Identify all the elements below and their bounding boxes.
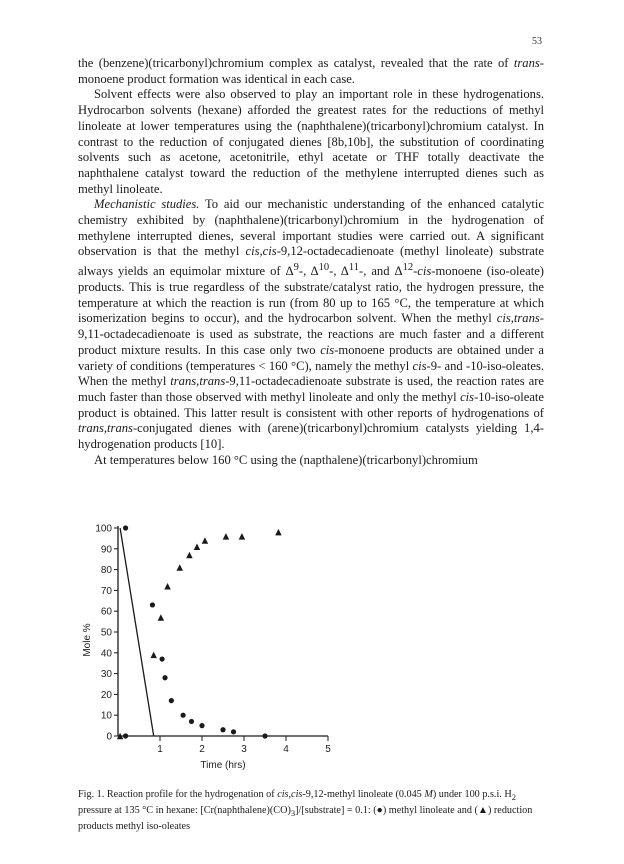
reaction-profile-chart [78,516,544,786]
iso-oleate-point [186,552,193,559]
figure-1 [78,516,544,786]
methyl-linoleate-point [189,719,194,724]
iso-oleate-point [239,533,246,540]
chart-axes [118,526,328,736]
y-tick-label: 50 [100,627,112,639]
chart-ticks [95,524,331,756]
y-axis-label: Mole % [82,623,93,657]
y-tick-label: 40 [100,648,112,660]
paragraph-4: At temperatures below 160 °C using the (napthalene)(tricarbonyl)chromium [94,452,478,467]
methyl-linoleate-point [123,525,128,530]
iso-oleate-point [202,537,209,544]
iso-oleate-point [164,583,171,590]
x-tick-label: 2 [199,744,205,755]
y-tick-label: 60 [100,606,112,618]
x-tick-label: 3 [241,744,247,755]
methyl-linoleate-point [262,733,267,738]
methyl-linoleate-point [123,733,128,738]
paragraph-2: Solvent effects were also observed to play an important role in these hydrogenations. Hydrocarbon solvents (hexane) afforded the greatest rates for the reductions of methyl linoleate at lower temperatures using the (naphthalene)(tricarbonyl)chromium catalyst. In contrast to the reduction of conjugated dienes [8b,10b], the substitution of coordinating solvents such as acetone, acetonitrile, ethyl acetate or THF totally deactivate the naphthalene catalyst toward the reduction of the methylene interrupted dienes such as methyl linoleate. [78,87,544,196]
paragraph-3: Mechanistic studies. To aid our mechanistic understanding of the enhanced catalytic chemistry exhibited by (naphthalene)(tricarbonyl)chromium in the hydrogenation of methylene interrupted dienes, several important studies were carried out. A significant observation is that the methyl cis,cis-9,12-octadecadienoate (methyl linoleate) substrate always yields an equimolar mixture of $\Delta^9-$, $\Delta^{10}-$, $\Delta^{11}-$, and $\Delta^{12}-cis$-monoene (iso-oleate) products. This is true regardless of the substrate/catalyst ratio, the hydrogen pressure, the temperature at which the reaction is run (from 80 up to 165 °C, the temperature at which isomerization begins to occur), and the hydrocarbon solvent. When the methyl cis,trans-9,11-octadecadienoate is used as substrate, the reactions are much faster and a different product mixture results. In this case only two cis-monoene products are obtained under a variety of conditions (temperatures < 160 °C), namely the methyl cis-9- and -10-iso-oleates. When the methyl trans,trans-9,11-octadecadienoate substrate is used, the reaction rates are much faster than those observed with methyl linoleate and only the methyl cis-10-iso-oleate product is obtained. This latter result is consistent with other reports of hydrogenations of trans,trans-conjugated dienes with (arene)(tricarbonyl)chromium catalysts yielding 1,4-hydrogenation products [10]. [78,197,544,452]
y-tick-label: 100 [95,523,112,535]
methyl-linoleate-point [220,727,225,732]
iso-oleate-point [194,543,201,550]
chart-marks [117,525,282,739]
y-tick-label: 80 [100,565,112,577]
x-tick-label: 5 [325,744,331,755]
methyl-linoleate-point [199,723,204,728]
iso-oleate-point [150,652,157,659]
x-tick-label: 1 [157,744,163,755]
figure-caption: Fig. 1. Reaction profile for the hydrogenation of cis,cis-9,12-methyl linoleate (0.045 M) under 100 p.s.i. $H_2$ pressure at 135 °C in hexane: $[Cr(naphthalene)(CO)_3]/[substrate] = 0.1$: (●) methyl linoleate and (▲) reduction products methyl iso-oleates [78,789,533,833]
x-tick-label: 4 [283,744,289,755]
iso-oleate-point [223,533,230,540]
methyl-linoleate-point [162,675,167,680]
methyl-linoleate-point [150,602,155,607]
methyl-linoleate-point [181,713,186,718]
y-tick-label: 10 [100,710,112,722]
iso-oleate-point [275,529,282,536]
body-text [78,56,544,468]
y-tick-label: 70 [100,585,112,597]
x-axis-label: Time (hrs) [200,760,246,771]
fit-line [120,528,154,736]
paragraph-1: the (benzene)(tricarbonyl)chromium complex as catalyst, revealed that the rate of trans-monoene product formation was identical in each case. [78,56,544,86]
y-tick-label: 20 [100,689,112,701]
y-tick-label: 90 [100,544,112,556]
iso-oleate-point [176,564,183,571]
methyl-linoleate-point [160,656,165,661]
page-number: 53 [532,36,542,47]
iso-oleate-point [158,614,165,621]
methyl-linoleate-point [169,698,174,703]
methyl-linoleate-point [231,729,236,734]
y-tick-label: 0 [106,731,112,743]
y-tick-label: 30 [100,669,112,681]
